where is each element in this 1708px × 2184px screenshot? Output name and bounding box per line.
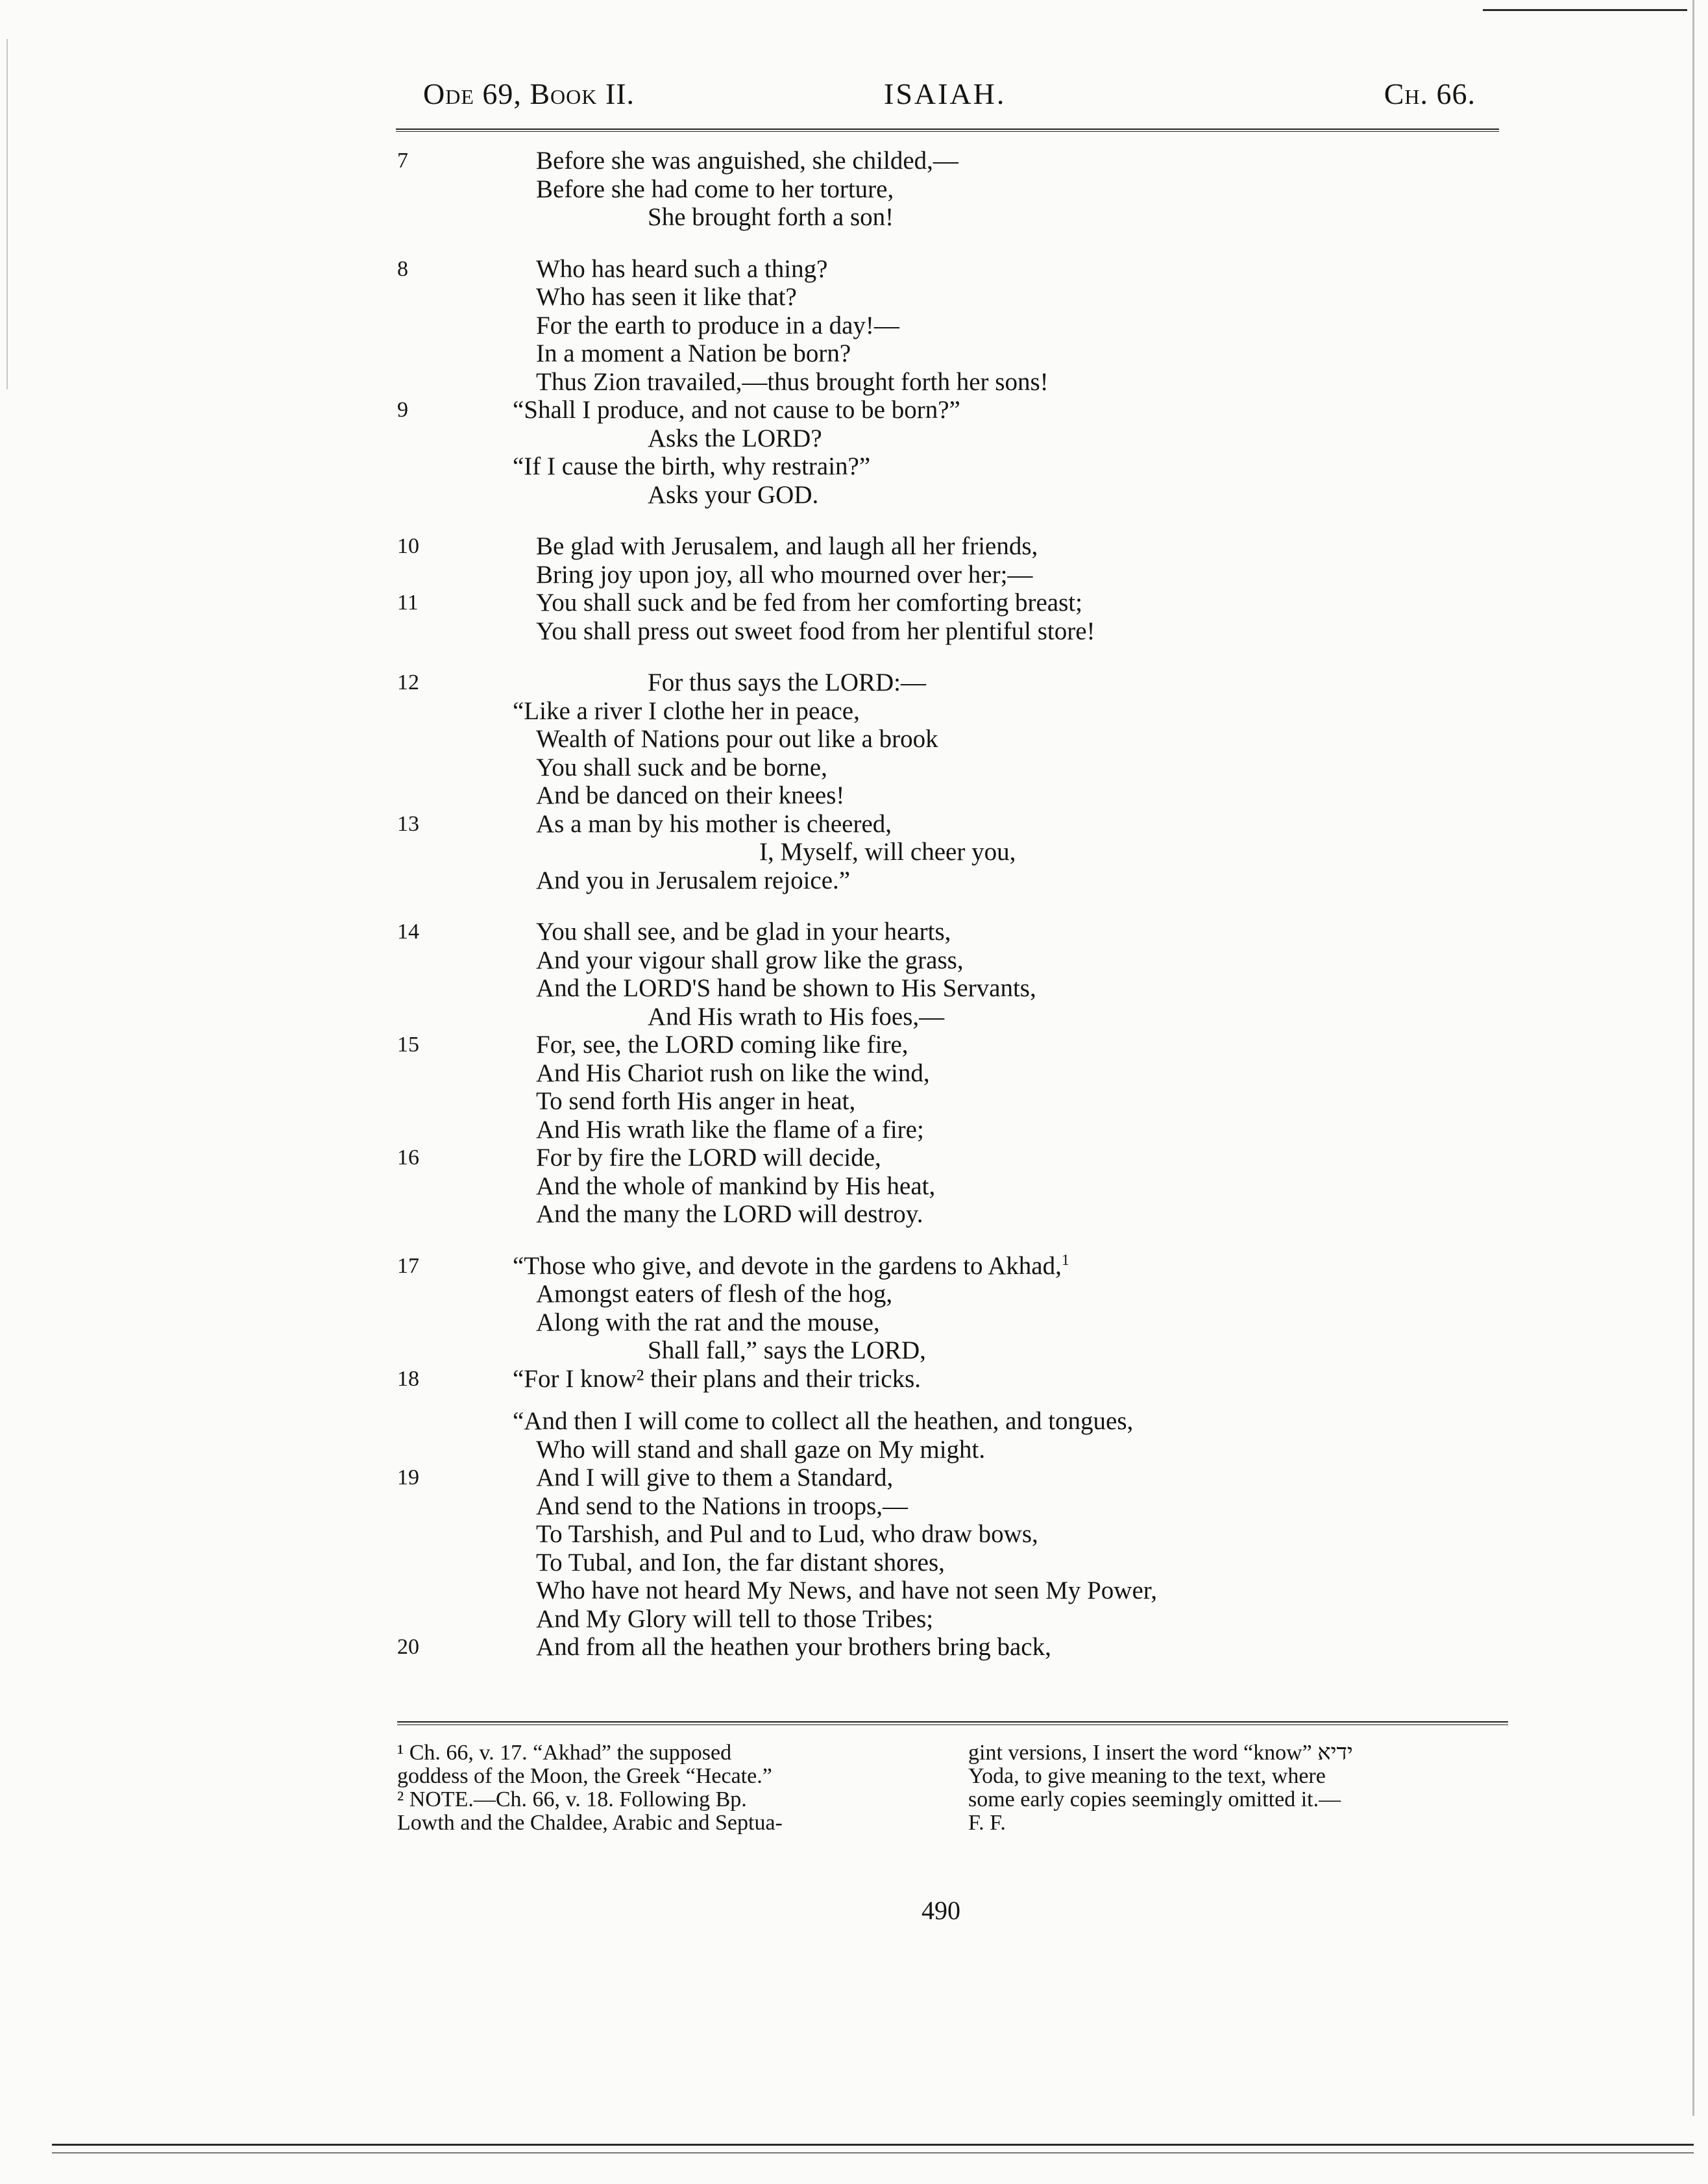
footnote-line-left: ¹ Ch. 66, v. 17. “Akhad” the supposed: [397, 1741, 732, 1765]
verse-text: Bring joy upon joy, all who mourned over her;—: [536, 560, 1033, 589]
verse-text: For, see, the LORD coming like fire,: [536, 1031, 909, 1059]
verse-text: You shall press out sweet food from her plentiful store!: [536, 617, 1095, 645]
verse-text: As a man by his mother is cheered,: [536, 809, 892, 838]
verse-text: And the LORD'S hand be shown to His Servants,: [536, 974, 1036, 1002]
verse-text: And be danced on their knees!: [536, 781, 845, 809]
verse-text: “Like a river I clothe her in peace,: [513, 696, 860, 725]
scan-edge-top: [1483, 9, 1687, 11]
verse-number: 13: [397, 811, 419, 836]
verse-number: 17: [397, 1253, 419, 1278]
header-chapter: Ch. 66.: [1384, 77, 1476, 110]
scan-edge-left: [6, 39, 8, 389]
verse-text: You shall suck and be fed from her comforting breast;: [536, 589, 1082, 617]
verse-text: She brought forth a son!: [648, 203, 894, 231]
verse-text: And your vigour shall grow like the grass,: [536, 946, 964, 974]
verse-text: “Those who give, and devote in the gardens to Akhad,$^1$: [513, 1251, 1069, 1280]
verse-number: 19: [397, 1466, 419, 1490]
footnote-marker: 1: [1061, 1251, 1069, 1269]
verse-text: Shall fall,” says the LORD,: [648, 1336, 926, 1364]
verse-text: Who have not heard My News, and have not seen My Power,: [536, 1577, 1157, 1604]
verse-text: Asks the LORD?: [648, 424, 822, 452]
header-ode-book: Ode 69, Book II.: [423, 77, 635, 110]
footnote-line-right: F. F.: [968, 1811, 1006, 1835]
verse-text: “And then I will come to collect all the heathen, and tongues,: [513, 1407, 1134, 1435]
footnote-line-left: Lowth and the Chaldee, Arabic and Septua-: [397, 1811, 783, 1835]
header-book-title: ISAIAH.: [884, 77, 1006, 110]
verse-text: Before she had come to her torture,: [536, 175, 894, 203]
verse-text: And His Chariot rush on like the wind,: [536, 1059, 930, 1087]
header-rule: [396, 129, 1499, 132]
verse-number: 20: [397, 1635, 419, 1659]
verse-text: And His wrath to His foes,—: [648, 1002, 945, 1031]
verse-text: Who will stand and shall gaze on My might.: [536, 1435, 986, 1464]
page-number: 490: [921, 1896, 960, 1925]
verse-number: 8: [397, 256, 408, 281]
verse-text: I, Myself, will cheer you,: [759, 838, 1016, 866]
verse-text: For the earth to produce in a day!—: [536, 311, 899, 339]
verse-text: To Tarshish, and Pul and to Lud, who draw bows,: [536, 1520, 1038, 1548]
verse-number: 18: [397, 1366, 419, 1391]
verse-number: 12: [397, 670, 419, 694]
verse-text: Thus Zion travailed,—thus brought forth her sons!: [536, 367, 1049, 396]
verse-number: 14: [397, 920, 419, 944]
verse-text: Amongst eaters of flesh of the hog,: [536, 1280, 893, 1308]
footnote-line-left: ² NOTE.—Ch. 66, v. 18. Following Bp.: [397, 1787, 747, 1811]
verse-text: And I will give to them a Standard,: [536, 1464, 894, 1491]
verse-number: 9: [397, 398, 408, 422]
verse-number: 16: [397, 1146, 419, 1170]
verse-number: 10: [397, 534, 419, 558]
verse-text: And send to the Nations in troops,—: [536, 1491, 909, 1520]
verse-text: And from all the heathen your brothers bring back,: [536, 1633, 1051, 1661]
footnote-rule: [397, 1721, 1508, 1725]
verse-text: You shall suck and be borne,: [536, 753, 827, 781]
verse-text: For thus says the LORD:—: [648, 669, 926, 696]
scan-edge-right: [1692, 0, 1694, 2116]
scan-edge-bottom-inner: [52, 2152, 1694, 2153]
verse-text: “Shall I produce, and not cause to be born?”: [513, 396, 960, 424]
verse-text: To send forth His anger in heat,: [536, 1087, 856, 1115]
verse-text: And My Glory will tell to those Tribes;: [536, 1604, 934, 1633]
verse-text: To Tubal, and Ion, the far distant shores,: [536, 1548, 945, 1577]
verse-text: Before she was anguished, she childed,—: [536, 147, 958, 175]
verse-text: Asks your GOD.: [648, 480, 819, 509]
verse-text: And you in Jerusalem rejoice.”: [536, 866, 851, 894]
verse-number: 7: [397, 149, 408, 173]
verse-text: You shall see, and be glad in your hearts,: [536, 918, 951, 946]
verse-number: 15: [397, 1033, 419, 1057]
footnote-line-right: some early copies seemingly omitted it.—: [968, 1787, 1341, 1811]
verse-text: Who has heard such a thing?: [536, 254, 828, 283]
footnote-line-right: gint versions, I insert the word “know” ידיא: [968, 1741, 1353, 1765]
footnote-line-left: goddess of the Moon, the Greek “Hecate.”: [397, 1764, 772, 1788]
footnote-line-right: Yoda, to give meaning to the text, where: [968, 1764, 1326, 1788]
verse-text: And the many the LORD will destroy.: [536, 1200, 923, 1228]
verse-text: “For I know² their plans and their tricks.: [513, 1364, 921, 1393]
verse-text: “If I cause the birth, why restrain?”: [513, 452, 871, 480]
verse-text: Who has seen it like that?: [536, 283, 797, 311]
running-header: [423, 77, 1476, 122]
verse-text: In a moment a Nation be born?: [536, 339, 851, 367]
scan-edge-bottom: [52, 2144, 1694, 2146]
verse-text: Be glad with Jerusalem, and laugh all her friends,: [536, 532, 1038, 560]
verse-text: Along with the rat and the mouse,: [536, 1308, 880, 1336]
verse-text: And the whole of mankind by His heat,: [536, 1172, 936, 1200]
verse-text: Wealth of Nations pour out like a brook: [536, 725, 938, 753]
verse-text: And His wrath like the flame of a fire;: [536, 1115, 924, 1144]
verse-number: 11: [397, 591, 419, 615]
verse-text: For by fire the LORD will decide,: [536, 1144, 881, 1172]
